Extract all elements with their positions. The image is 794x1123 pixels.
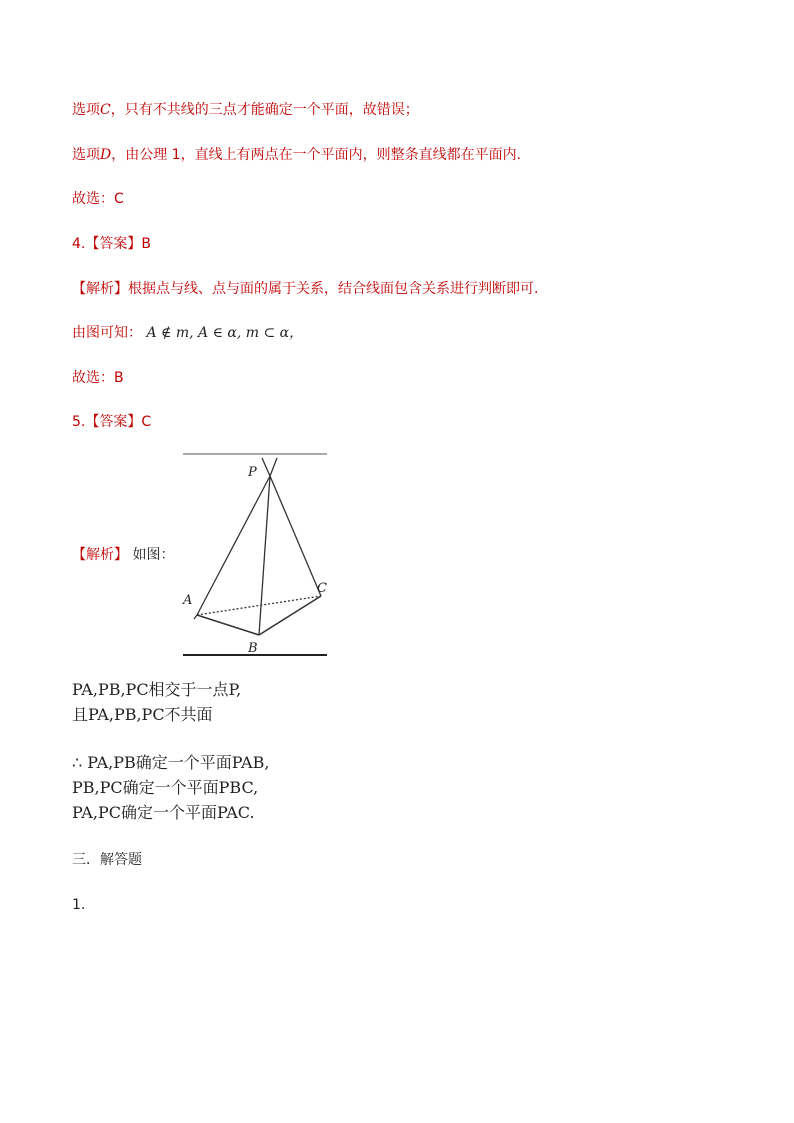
edge-ab [197,615,259,635]
edge-pb [259,476,270,635]
noncoplanar-line: 且PA,PB,PC不共面 [72,705,213,724]
membership-formula: A ∉ m, A ∈ α, m ⊂ α， [146,325,304,341]
edge-p-ext1 [270,458,277,476]
analysis-4-line [72,279,538,299]
answer-4-line [72,234,151,254]
label-b: B [248,641,258,656]
edge-pa [197,476,270,615]
label-a: A [183,593,193,608]
edge-bc [259,596,321,635]
figure-deduction-line [72,323,303,343]
option-d-var: D [100,147,112,163]
plane-pbc-line: PB,PC确定一个平面PBC, [72,778,259,797]
analysis-5-tag: 【解析】 [72,547,128,563]
answer-5-num: 5. [72,414,86,430]
edge-ac-hidden [197,596,321,615]
answer-4-value: B [141,236,151,252]
edge-a-tick [194,615,197,619]
tetrahedron-figure [180,448,330,660]
answer-4-tag: 【答案】 [85,236,142,252]
answer-5-tag: 【答案】 [85,414,142,430]
option-c-text: ，只有不共线的三点才能确定一个平面，故错误； [110,102,419,118]
option-c-line [72,100,419,120]
analysis-5-line [72,545,174,565]
analysis-5-text: 如图： [132,547,175,563]
plane-pac-line: PA,PC确定一个平面PAC. [72,803,255,822]
answer-5-line [72,412,151,432]
label-p: P [248,465,257,480]
label-c: C [317,581,327,596]
intersect-line: PA,PB,PC相交于一点P, [72,680,242,699]
edge-p-ext2 [262,458,270,476]
analysis-4-tag: 【解析】 [72,281,128,297]
option-d-line [72,145,521,165]
option-d-text: ，由公理 1，直线上有两点在一个平面内，则整条直线都在平面内. [111,147,522,163]
choose-c-line: 故选：C [72,191,124,207]
option-d-pre: 选项 [72,147,100,163]
edge-pc [270,476,321,596]
section-heading: 三．解答题 [72,852,142,868]
plane-pab-line: ∴ PA,PB确定一个平面PAB, [72,753,270,772]
item-1-number: 1. [72,897,86,913]
answer-5-value: C [141,414,152,430]
answer-4-num: 4. [72,236,86,252]
choose-b-line: 故选：B [72,370,124,386]
figure-deduction-pre: 由图可知： [72,325,142,341]
option-c-var: C [100,102,111,118]
analysis-4-text: 根据点与线、点与面的属于关系，结合线面包含关系进行判断即可. [128,281,539,297]
option-c-pre: 选项 [72,102,100,118]
